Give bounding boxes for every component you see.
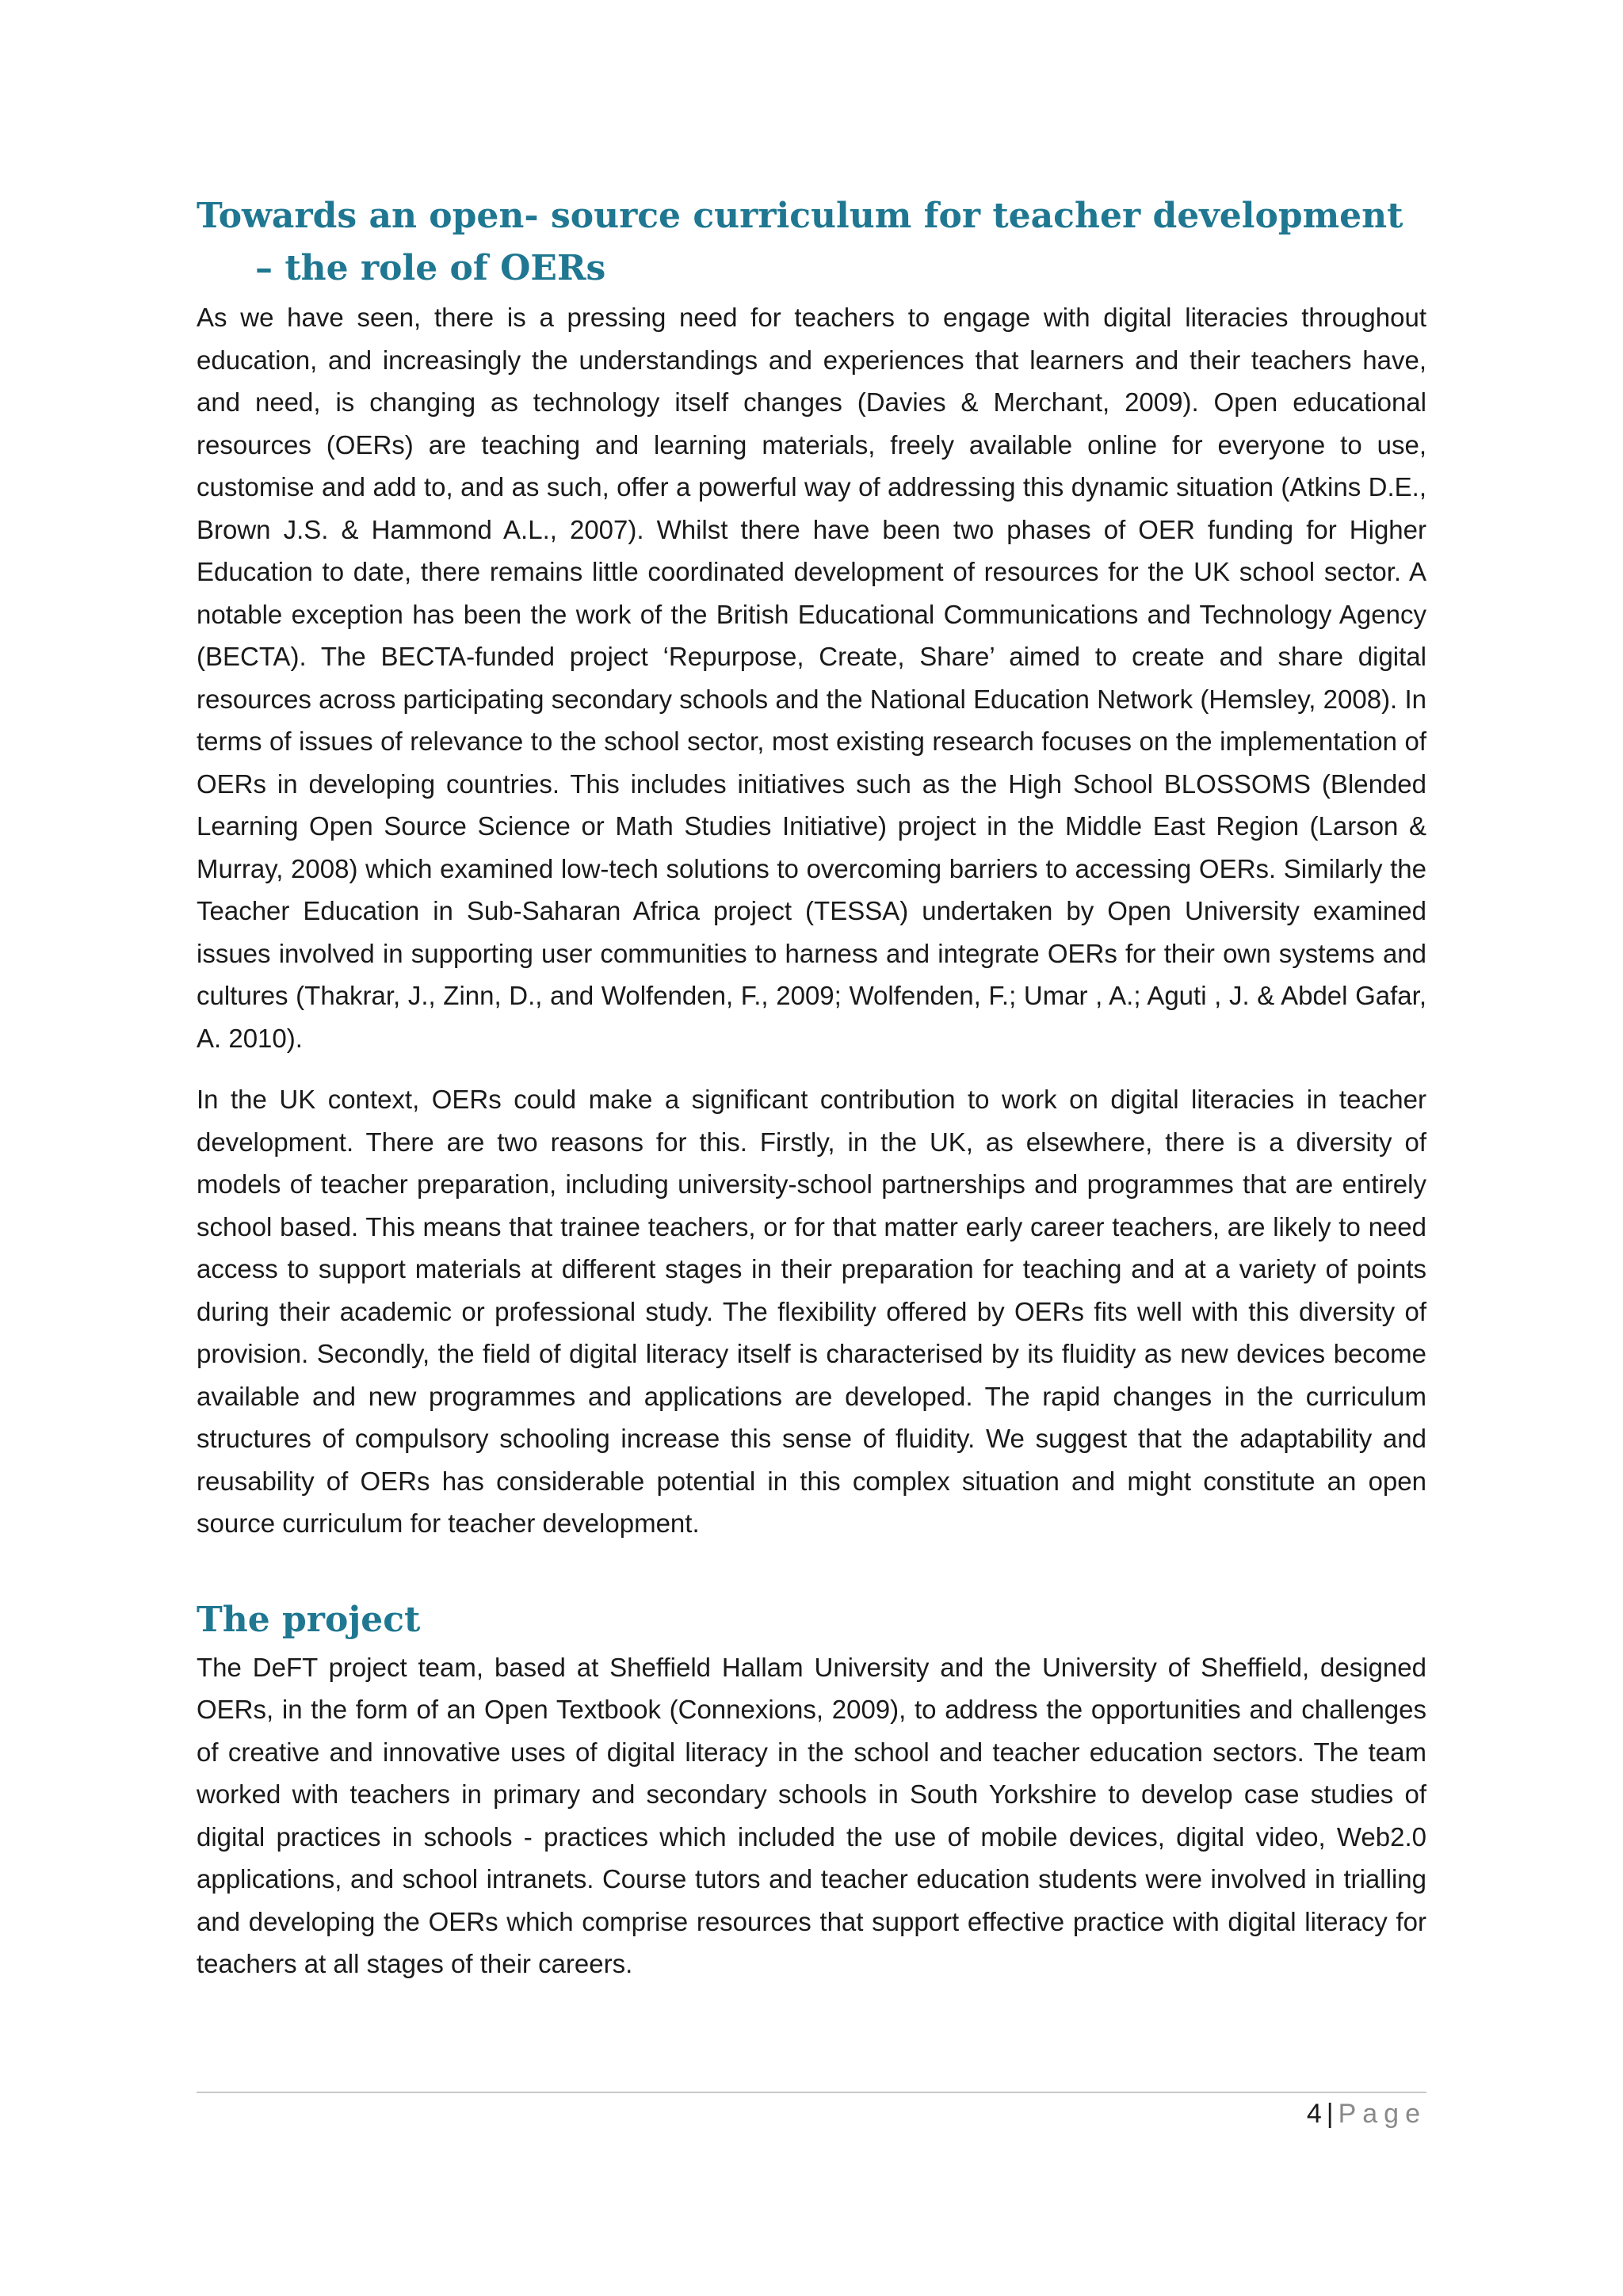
footer-separator: | — [1326, 2099, 1334, 2129]
section-heading-oers: Towards an open- source curriculum for teacher development – the role of OERs — [197, 196, 1403, 288]
page-number: 4 — [1306, 2099, 1322, 2129]
section-heading-project: The project — [197, 1599, 421, 1640]
page-footer — [197, 2096, 1426, 2132]
footer-divider — [197, 2092, 1426, 2093]
page-content — [197, 190, 1426, 1985]
paragraph-oers-background: As we have seen, there is a pressing need for teachers to engage with digital literacies throughout education, and increasingly the understandings and experiences that learners and their teachers have, and need, is changing as technology itself changes (Davies & Merchant, 2009). Open educational resources (OERs) are teaching and learning materials, freely available online for everyone to use, customise and add to, and as such, offer a powerful way of addressing this dynamic situation (Atkins D.E., Brown J.S. & Hammond A.L., 2007). Whilst there have been two phases of OER funding for Higher Education to date, there remains little coordinated development of resources for the UK school sector. A notable exception has been the work of the British Educational Communications and Technology Agency (BECTA). The BECTA-funded project ‘Repurpose, Create, Share’ aimed to create and share digital resources across participating secondary schools and the National Education Network (Hemsley, 2008). In terms of issues of relevance to the school sector, most existing research focuses on the implementation of OERs in developing countries. This includes initiatives such as the High School BLOSSOMS (Blended Learning Open Source Science or Math Studies Initiative) project in the Middle East Region (Larson & Murray, 2008) which examined low-tech solutions to overcoming barriers to accessing OERs. Similarly the Teacher Education in Sub-Saharan Africa project (TESSA) undertaken by Open University examined issues involved in supporting user communities to harness and integrate OERs for their own systems and cultures (Thakrar, J., Zinn, D., and Wolfenden, F., 2009; Wolfenden, F.; Umar , A.; Aguti , J. & Abdel Gafar, A. 2010). — [197, 303, 1426, 1053]
page-label: Page — [1338, 2099, 1426, 2129]
paragraph-oers-uk-context: In the UK context, OERs could make a significant contribution to work on digital literacies in teacher development. There are two reasons for this. Firstly, in the UK, as elsewhere, there is a diversity of models of teacher preparation, including university-school partnerships and programmes that are entirely school based. This means that trainee teachers, or for that matter early career teachers, are likely to need access to support materials at different stages in their preparation for teaching and at a variety of points during their academic or professional study. The flexibility offered by OERs fits well with this diversity of provision. Secondly, the field of digital literacy itself is characterised by its fluidity as new devices become available and new programmes and applications are developed. The rapid changes in the curriculum structures of compulsory schooling increase this sense of fluidity. We suggest that the adaptability and reusability of OERs has considerable potential in this complex situation and might constitute an open source curriculum for teacher development. — [197, 1085, 1426, 1538]
paragraph-project-description: The DeFT project team, based at Sheffield Hallam University and the University of Sheffield, designed OERs, in the form of an Open Textbook (Connexions, 2009), to address the opportunities and challenges of creative and innovative uses of digital literacy in the school and teacher education sectors. The team worked with teachers in primary and secondary schools in South Yorkshire to develop case studies of digital practices in schools - practices which included the use of mobile devices, digital video, Web2.0 applications, and school intranets. Course tutors and teacher education students were involved in trialling and developing the OERs which comprise resources that support effective practice with digital literacy for teachers at all stages of their careers. — [197, 1652, 1426, 1978]
